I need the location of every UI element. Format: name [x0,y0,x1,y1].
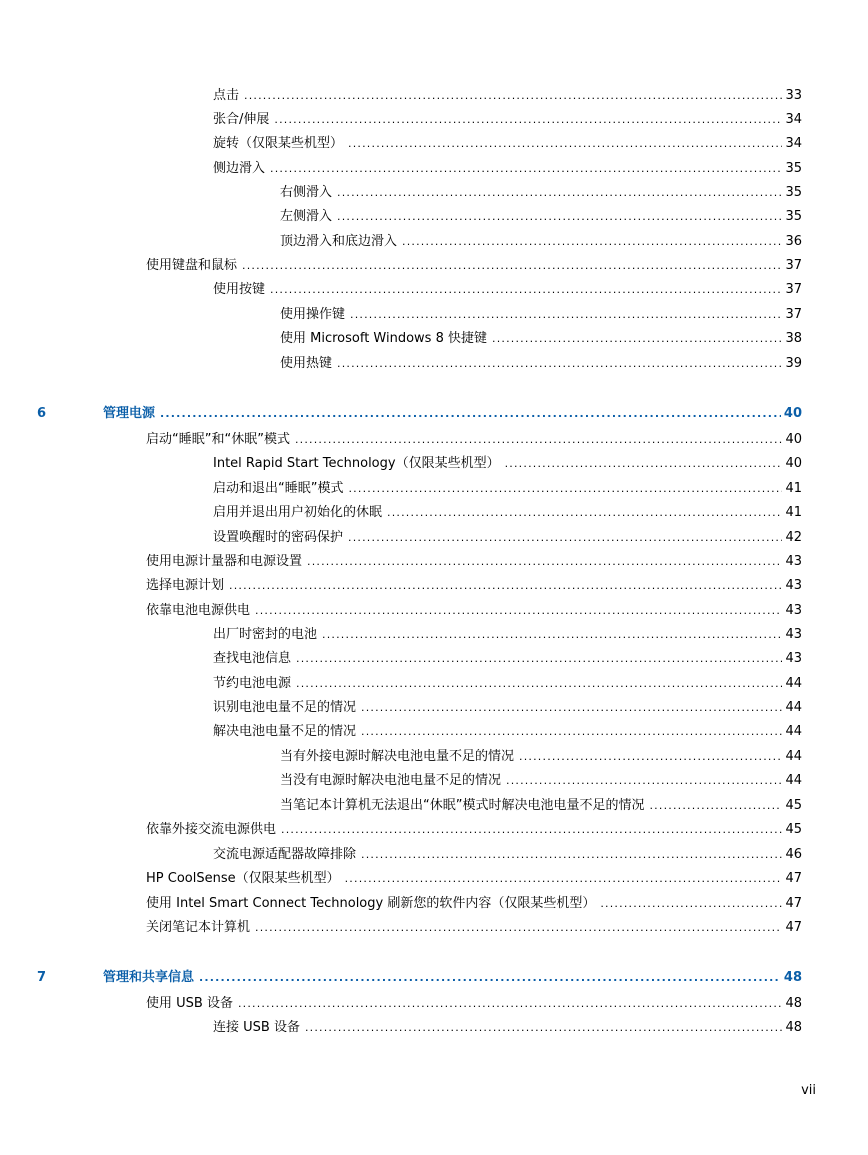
toc-entry-page: 43 [785,603,802,618]
toc-entry-page: 45 [785,822,802,837]
dot-leader [244,86,782,106]
toc-entry-page: 48 [785,1020,802,1035]
toc-entry-title: 设置唤醒时的密码保护 [213,530,344,545]
toc-entry-page: 41 [785,481,802,496]
toc-entry-title: 使用热键 [280,356,333,371]
dot-leader [348,528,782,548]
toc-entry-title: 当没有电源时解决电池电量不足的情况 [280,773,502,788]
toc-entry-page: 44 [785,749,802,764]
toc-entry[interactable] [146,894,802,914]
toc-entry-title: 当笔记本计算机无法退出“休眠”模式时解决电池电量不足的情况 [280,798,645,813]
toc-entry-title: 选择电源计划 [146,578,225,593]
dot-leader [270,159,782,179]
toc-entry-page: 40 [785,456,802,471]
toc-entry-page: 47 [785,871,802,886]
toc-entry[interactable] [280,796,802,816]
toc-entry[interactable] [146,994,802,1014]
toc-entry-page: 35 [785,161,802,176]
dot-leader [281,820,782,840]
toc-entry[interactable] [213,479,802,499]
toc-entry[interactable] [213,159,802,179]
toc-entry-title: 依靠电池电源供电 [146,603,251,618]
toc-entry[interactable] [213,86,802,106]
toc-entry-title: 旋转（仅限某些机型） [213,136,344,151]
toc-entry-title: 点击 [213,88,240,103]
dot-leader [242,256,782,276]
toc-entry[interactable] [146,256,802,276]
toc-entry-page: 47 [785,920,802,935]
toc-entry[interactable] [213,528,802,548]
dot-leader [600,894,782,914]
dot-leader [238,994,783,1014]
toc-entry-page: 44 [785,700,802,715]
toc-entry-page: 33 [785,88,802,103]
toc-entry[interactable] [280,771,802,791]
dot-leader [348,479,782,499]
toc-entry-page: 43 [785,651,802,666]
toc-entry-title: 识别电池电量不足的情况 [213,700,357,715]
dot-leader [307,552,782,572]
toc-entry-page: 44 [785,773,802,788]
toc-entry[interactable] [213,134,802,154]
dot-leader [519,747,782,767]
toc-entry-page: 48 [785,996,802,1011]
toc-entry-page: 34 [785,112,802,127]
toc-entry-title: 张合/伸展 [213,112,270,127]
toc-entry[interactable] [213,110,802,130]
toc-entry[interactable] [280,232,802,252]
toc-entry-page: 48 [783,970,802,985]
toc-chapter-number: 6 [37,406,47,421]
toc-entry-page: 43 [785,578,802,593]
toc-entry[interactable] [146,918,802,938]
dot-leader [506,771,782,791]
dot-leader [255,918,782,938]
dot-leader [345,869,783,889]
toc-entry[interactable] [280,329,802,349]
dot-leader [199,968,781,988]
toc-entry-title: 交流电源适配器故障排除 [213,847,357,862]
toc-entry[interactable] [213,503,802,523]
dot-leader [350,305,782,325]
dot-leader [348,134,782,154]
dot-leader [337,354,782,374]
toc-entry[interactable] [280,747,802,767]
toc-entry-title: 管理和共享信息 [103,970,195,985]
toc-chapter-number: 7 [37,970,47,985]
toc-entry-title: 右侧滑入 [280,185,333,200]
toc-entry-title: 使用操作键 [280,307,346,322]
toc-entry-title: 启用并退出用户初始化的休眠 [213,505,383,520]
toc-entry[interactable] [213,1018,802,1038]
toc-entry-title: 顶边滑入和底边滑入 [280,234,398,249]
toc-chapter-entry[interactable] [37,968,802,988]
toc-entry-page: 44 [785,724,802,739]
dot-leader [337,183,782,203]
toc-entry-page: 35 [785,209,802,224]
dot-leader [295,430,783,450]
toc-entry-title: 使用 Intel Smart Connect Technology 刷新您的软件内容（仅限某些机型） [146,896,596,911]
toc-entry-page: 34 [785,136,802,151]
toc-entry[interactable] [213,280,802,300]
page-number: vii [801,1083,816,1098]
dot-leader [402,232,782,252]
toc-entry-title: HP CoolSense（仅限某些机型） [146,871,340,886]
dot-leader [387,503,782,523]
toc-entry[interactable] [213,625,802,645]
toc-entry-title: 解决电池电量不足的情况 [213,724,357,739]
toc-entry[interactable] [146,552,802,572]
toc-entry-title: 左侧滑入 [280,209,333,224]
toc-entry-page: 45 [785,798,802,813]
toc-entry-title: 当有外接电源时解决电池电量不足的情况 [280,749,515,764]
toc-entry-page: 44 [785,676,802,691]
toc-entry-title: 关闭笔记本计算机 [146,920,251,935]
toc-entry-title: 使用键盘和鼠标 [146,258,238,273]
toc-entry[interactable] [146,820,802,840]
toc-entry-title: 使用 USB 设备 [146,996,233,1011]
toc-entry-page: 39 [785,356,802,371]
toc-entry-title: 管理电源 [103,406,156,421]
toc-entry-title: 侧边滑入 [213,161,266,176]
dot-leader [274,110,782,130]
toc-entry[interactable] [146,576,802,596]
toc-entry-page: 38 [785,331,802,346]
toc-entry[interactable] [213,845,802,865]
toc-entry-title: 节约电池电源 [213,676,292,691]
toc-chapter-entry[interactable] [37,404,802,424]
dot-leader [160,404,781,424]
toc-entry-page: 36 [785,234,802,249]
toc-entry[interactable] [213,454,802,474]
toc-entry[interactable] [213,722,802,742]
toc-entry-page: 47 [785,896,802,911]
dot-leader [229,576,782,596]
toc-entry-page: 37 [785,307,802,322]
toc-entry-title: 启动“睡眠”和“休眠”模式 [146,432,290,447]
toc-entry-title: 出厂时密封的电池 [213,627,318,642]
toc-entry-page: 40 [783,406,802,421]
dot-leader [337,207,782,227]
toc-entry-title: 依靠外接交流电源供电 [146,822,277,837]
toc-entry[interactable] [280,305,802,325]
dot-leader [255,601,782,621]
toc-entry[interactable] [280,354,802,374]
toc-entry-page: 42 [785,530,802,545]
toc-entry[interactable] [213,698,802,718]
toc-entry-page: 37 [785,258,802,273]
toc-entry-title: 查找电池信息 [213,651,292,666]
dot-leader [296,649,782,669]
toc-entry-page: 41 [785,505,802,520]
toc-entry-title: 使用按键 [213,282,266,297]
toc-entry[interactable] [213,649,802,669]
toc-entry[interactable] [146,601,802,621]
toc-entry-title: 使用电源计量器和电源设置 [146,554,303,569]
toc-entry-page: 43 [785,554,802,569]
toc-entry-title: 连接 USB 设备 [213,1020,300,1035]
toc-entry-page: 35 [785,185,802,200]
toc-entry-title: Intel Rapid Start Technology（仅限某些机型） [213,456,500,471]
dot-leader [296,674,782,694]
toc-entry-title: 启动和退出“睡眠”模式 [213,481,344,496]
toc-entry-page: 46 [785,847,802,862]
toc-entry[interactable] [146,869,802,889]
toc-entry[interactable] [280,183,802,203]
dot-leader [649,796,782,816]
toc-entry[interactable] [213,674,802,694]
dot-leader [361,845,782,865]
dot-leader [492,329,782,349]
toc-entry-title: 使用 Microsoft Windows 8 快捷键 [280,331,487,346]
dot-leader [361,722,782,742]
dot-leader [305,1018,783,1038]
dot-leader [270,280,782,300]
toc-entry-page: 43 [785,627,802,642]
toc-entry-page: 40 [785,432,802,447]
dot-leader [505,454,783,474]
dot-leader [322,625,782,645]
dot-leader [361,698,782,718]
toc-entry[interactable] [146,430,802,450]
toc-entry[interactable] [280,207,802,227]
toc-entry-page: 37 [785,282,802,297]
